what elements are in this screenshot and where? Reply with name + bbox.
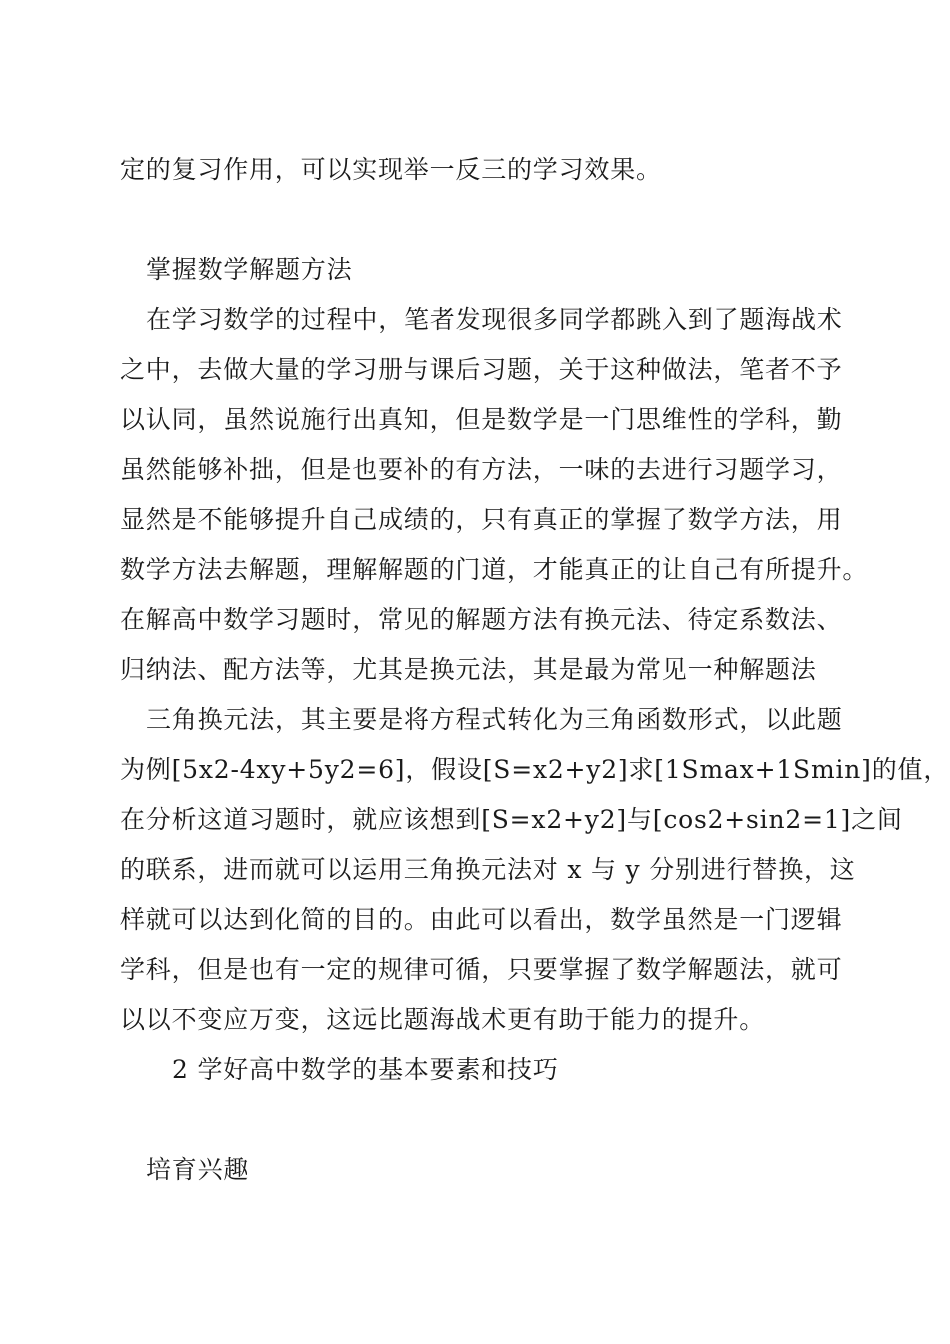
paragraph-line: 为例[5x2-4xy+5y2=6]，假设[S=x2+y2]求[1Smax+1Smin]的值， [120, 755, 950, 784]
paragraph-line: 虽然能够补拙，但是也要补的有方法，一味的去进行习题学习， [120, 455, 843, 484]
paragraph-line: 数学方法去解题，理解解题的门道，才能真正的让自己有所提升。 [120, 555, 869, 584]
paragraph-line: 在学习数学的过程中，笔者发现很多同学都跳入到了题海战术 [146, 305, 843, 334]
paragraph-line: 归纳法、配方法等，尤其是换元法，其是最为常见一种解题法 [120, 655, 817, 684]
heading-solving-methods: 掌握数学解题方法 [146, 255, 353, 284]
paragraph-line: 在分析这道习题时，就应该想到[S=x2+y2]与[cos2+sin2=1]之间 [120, 805, 903, 834]
paragraph-intro-end: 定的复习作用，可以实现举一反三的学习效果。 [120, 155, 662, 184]
paragraph-line: 显然是不能够提升自己成绩的，只有真正的掌握了数学方法，用 [120, 505, 843, 534]
paragraph-line: 在解高中数学习题时，常见的解题方法有换元法、待定系数法、 [120, 605, 843, 634]
paragraph-line: 以认同，虽然说施行出真知，但是数学是一门思维性的学科，勤 [120, 405, 843, 434]
paragraph-line: 的联系，进而就可以运用三角换元法对 x 与 y 分别进行替换，这 [120, 855, 856, 884]
paragraph-line: 三角换元法，其主要是将方程式转化为三角函数形式，以此题 [146, 705, 843, 734]
heading-cultivate-interest: 培育兴趣 [146, 1155, 250, 1184]
paragraph-line: 样就可以达到化简的目的。由此可以看出，数学虽然是一门逻辑 [120, 905, 843, 934]
section-title: 2 学好高中数学的基本要素和技巧 [172, 1055, 559, 1084]
paragraph-line: 学科，但是也有一定的规律可循，只要掌握了数学解题法，就可 [120, 955, 843, 984]
paragraph-line: 以以不变应万变，这远比题海战术更有助于能力的提升。 [120, 1005, 766, 1034]
paragraph-line: 之中，去做大量的学习册与课后习题，关于这种做法，笔者不予 [120, 355, 843, 384]
